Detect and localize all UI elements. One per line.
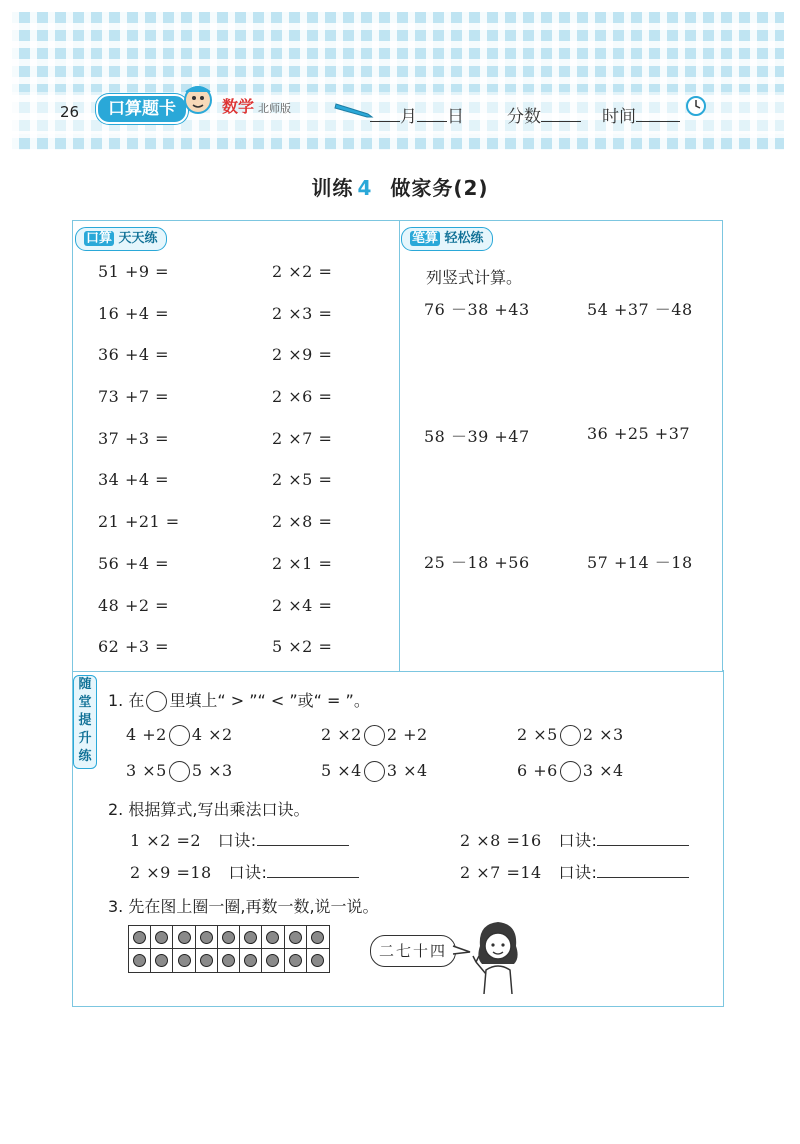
question-1 (108, 688, 370, 712)
oral-item: 2 ×2 = (272, 262, 333, 281)
compare-circle[interactable] (364, 761, 385, 782)
compare-circle[interactable] (364, 725, 385, 746)
compare-item (126, 725, 233, 746)
compare-circle[interactable] (169, 761, 190, 782)
compare-left: 2 ×2 (321, 725, 362, 744)
compare-item (321, 761, 428, 782)
time-blank[interactable] (636, 105, 680, 122)
compare-right: 3 ×4 (386, 761, 428, 780)
bead-cell[interactable] (196, 926, 218, 949)
compare-item (517, 761, 624, 782)
bead-cell[interactable] (129, 949, 151, 972)
oral-item: 51 +9 = (98, 262, 170, 281)
rhyme-label: 口诀: (558, 863, 598, 882)
pencil-icon (334, 100, 374, 120)
bead-cell[interactable] (151, 949, 173, 972)
bubble-tail-icon (452, 944, 472, 958)
rhyme-label: 口诀: (217, 831, 257, 850)
bead-icon (200, 954, 213, 967)
rhyme-equation: 2 ×8 =16 (460, 831, 542, 850)
oral-item: 37 +3 = (98, 429, 170, 448)
edition-label: 北师版 (258, 102, 292, 115)
written-problem: 54 +37 －48 (587, 300, 693, 319)
oral-item: 2 ×3 = (272, 304, 333, 323)
compare-circle[interactable] (560, 761, 581, 782)
bead-icon (244, 954, 257, 967)
girl-icon (470, 918, 526, 996)
bead-icon (311, 931, 324, 944)
compare-right: 2 +2 (386, 725, 428, 744)
oral-item: 2 ×8 = (272, 512, 333, 531)
bead-icon (155, 931, 168, 944)
score-label: 分数 (507, 107, 541, 127)
bead-icon (289, 954, 302, 967)
oral-item: 48 +2 = (98, 596, 170, 615)
compare-right: 4 ×2 (191, 725, 233, 744)
bead-icon (155, 954, 168, 967)
written-problem: 25 －18 +56 (424, 553, 530, 572)
rhyme-item (130, 860, 359, 883)
date-field (370, 102, 464, 127)
title-number: 4 (357, 176, 373, 200)
rhyme-item (460, 828, 689, 851)
oral-item: 34 +4 = (98, 470, 170, 489)
written-problem: 36 +25 +37 (587, 424, 691, 443)
oral-item: 2 ×9 = (272, 345, 333, 364)
bead-icon (178, 931, 191, 944)
mascot-icon (178, 82, 220, 122)
oral-item: 62 +3 = (98, 637, 170, 656)
q1-prefix: 1. 在 (108, 691, 145, 710)
score-field (507, 102, 581, 127)
time-label: 时间 (602, 107, 636, 127)
bead-icon (200, 931, 213, 944)
written-badge-highlight: 笔算 (412, 231, 439, 246)
compare-right: 3 ×4 (582, 761, 624, 780)
written-badge (401, 227, 493, 251)
rhyme-blank[interactable] (597, 829, 689, 846)
rhyme-blank[interactable] (257, 829, 349, 846)
question-2: 2. 根据算式,写出乘法口诀。 (108, 800, 310, 819)
rhyme-equation: 1 ×2 =2 (130, 831, 202, 850)
bead-cell[interactable] (129, 926, 151, 949)
bead-cell[interactable] (196, 949, 218, 972)
oral-badge (75, 227, 167, 251)
day-label: 日 (447, 107, 464, 127)
page-number: 26 (60, 103, 80, 121)
oral-item: 2 ×6 = (272, 387, 333, 406)
practice-badge-char: 随 (78, 677, 92, 692)
bead-icon (289, 931, 302, 944)
practice-badge-char: 堂 (78, 695, 92, 710)
rhyme-equation: 2 ×9 =18 (130, 863, 212, 882)
day-blank[interactable] (417, 105, 447, 122)
bead-icon (133, 931, 146, 944)
rhyme-label: 口诀: (228, 863, 268, 882)
written-problem: 57 +14 －18 (587, 553, 693, 572)
bead-icon (266, 931, 279, 944)
compare-left: 6 +6 (517, 761, 558, 780)
written-problem: 76 －38 +43 (424, 300, 530, 319)
rhyme-item (130, 828, 349, 851)
question-3: 3. 先在图上圈一圈,再数一数,说一说。 (108, 897, 379, 916)
page-title (0, 172, 800, 201)
bead-cell[interactable] (173, 949, 195, 972)
oral-item: 2 ×7 = (272, 429, 333, 448)
rhyme-blank[interactable] (267, 861, 359, 878)
score-blank[interactable] (541, 105, 581, 122)
time-field (602, 102, 680, 127)
month-blank[interactable] (370, 105, 400, 122)
title-prefix: 训练 (311, 176, 354, 200)
oral-item: 73 +7 = (98, 387, 170, 406)
circle-icon (146, 691, 167, 712)
compare-left: 2 ×5 (517, 725, 558, 744)
month-label: 月 (400, 107, 417, 127)
bead-cell[interactable] (240, 949, 262, 972)
bead-icon (178, 954, 191, 967)
bead-cell[interactable] (307, 949, 329, 972)
bead-grid[interactable] (128, 925, 330, 973)
rhyme-label: 口诀: (558, 831, 598, 850)
oral-item: 16 +4 = (98, 304, 170, 323)
practice-badge-char: 提 (78, 713, 92, 728)
speech-bubble: 二七十四 (370, 935, 456, 967)
bead-icon (266, 954, 279, 967)
bead-cell[interactable] (262, 926, 284, 949)
bead-cell[interactable] (262, 949, 284, 972)
oral-item: 36 +4 = (98, 345, 170, 364)
bead-icon (133, 954, 146, 967)
practice-badge-char: 升 (78, 731, 92, 746)
bead-cell[interactable] (218, 926, 240, 949)
bead-icon (222, 931, 235, 944)
oral-item: 5 ×2 = (272, 637, 333, 656)
written-instruction: 列竖式计算。 (426, 268, 523, 287)
bead-cell[interactable] (285, 949, 307, 972)
compare-item (517, 725, 624, 746)
practice-badge (73, 675, 97, 769)
rhyme-item (460, 860, 689, 883)
bead-icon (311, 954, 324, 967)
written-problem: 58 －39 +47 (424, 427, 530, 446)
practice-badge-char: 练 (78, 749, 92, 764)
oral-item: 2 ×5 = (272, 470, 333, 489)
oral-item: 2 ×1 = (272, 554, 333, 573)
brand-logo: 口算题卡 (96, 94, 188, 124)
rhyme-equation: 2 ×7 =14 (460, 863, 542, 882)
compare-left: 4 +2 (126, 725, 167, 744)
title-name: 做家务(2) (390, 176, 489, 200)
bead-cell[interactable] (173, 926, 195, 949)
compare-right: 2 ×3 (582, 725, 624, 744)
bead-cell[interactable] (151, 926, 173, 949)
compare-right: 5 ×3 (191, 761, 233, 780)
compare-item (321, 725, 428, 746)
written-badge-text: 轻松练 (444, 231, 484, 246)
q1-suffix: 里填上“ > ”“ < ”或“ = ”。 (169, 691, 370, 710)
bead-cell[interactable] (240, 926, 262, 949)
oral-item: 56 +4 = (98, 554, 170, 573)
subject-name: 数学 (222, 97, 255, 116)
oral-badge-text: 天天练 (118, 231, 158, 246)
compare-circle[interactable] (560, 725, 581, 746)
compare-left: 3 ×5 (126, 761, 167, 780)
bead-cell[interactable] (307, 926, 329, 949)
bead-cell[interactable] (285, 926, 307, 949)
bead-icon (244, 931, 257, 944)
compare-left: 5 ×4 (321, 761, 362, 780)
oral-item: 2 ×4 = (272, 596, 333, 615)
rhyme-blank[interactable] (597, 861, 689, 878)
oral-badge-highlight: 口算 (86, 231, 113, 246)
bead-icon (222, 954, 235, 967)
compare-circle[interactable] (169, 725, 190, 746)
bead-cell[interactable] (218, 949, 240, 972)
compare-item (126, 761, 233, 782)
oral-item: 21 +21 = (98, 512, 180, 531)
subject-label (222, 94, 291, 117)
clock-icon (684, 94, 708, 118)
